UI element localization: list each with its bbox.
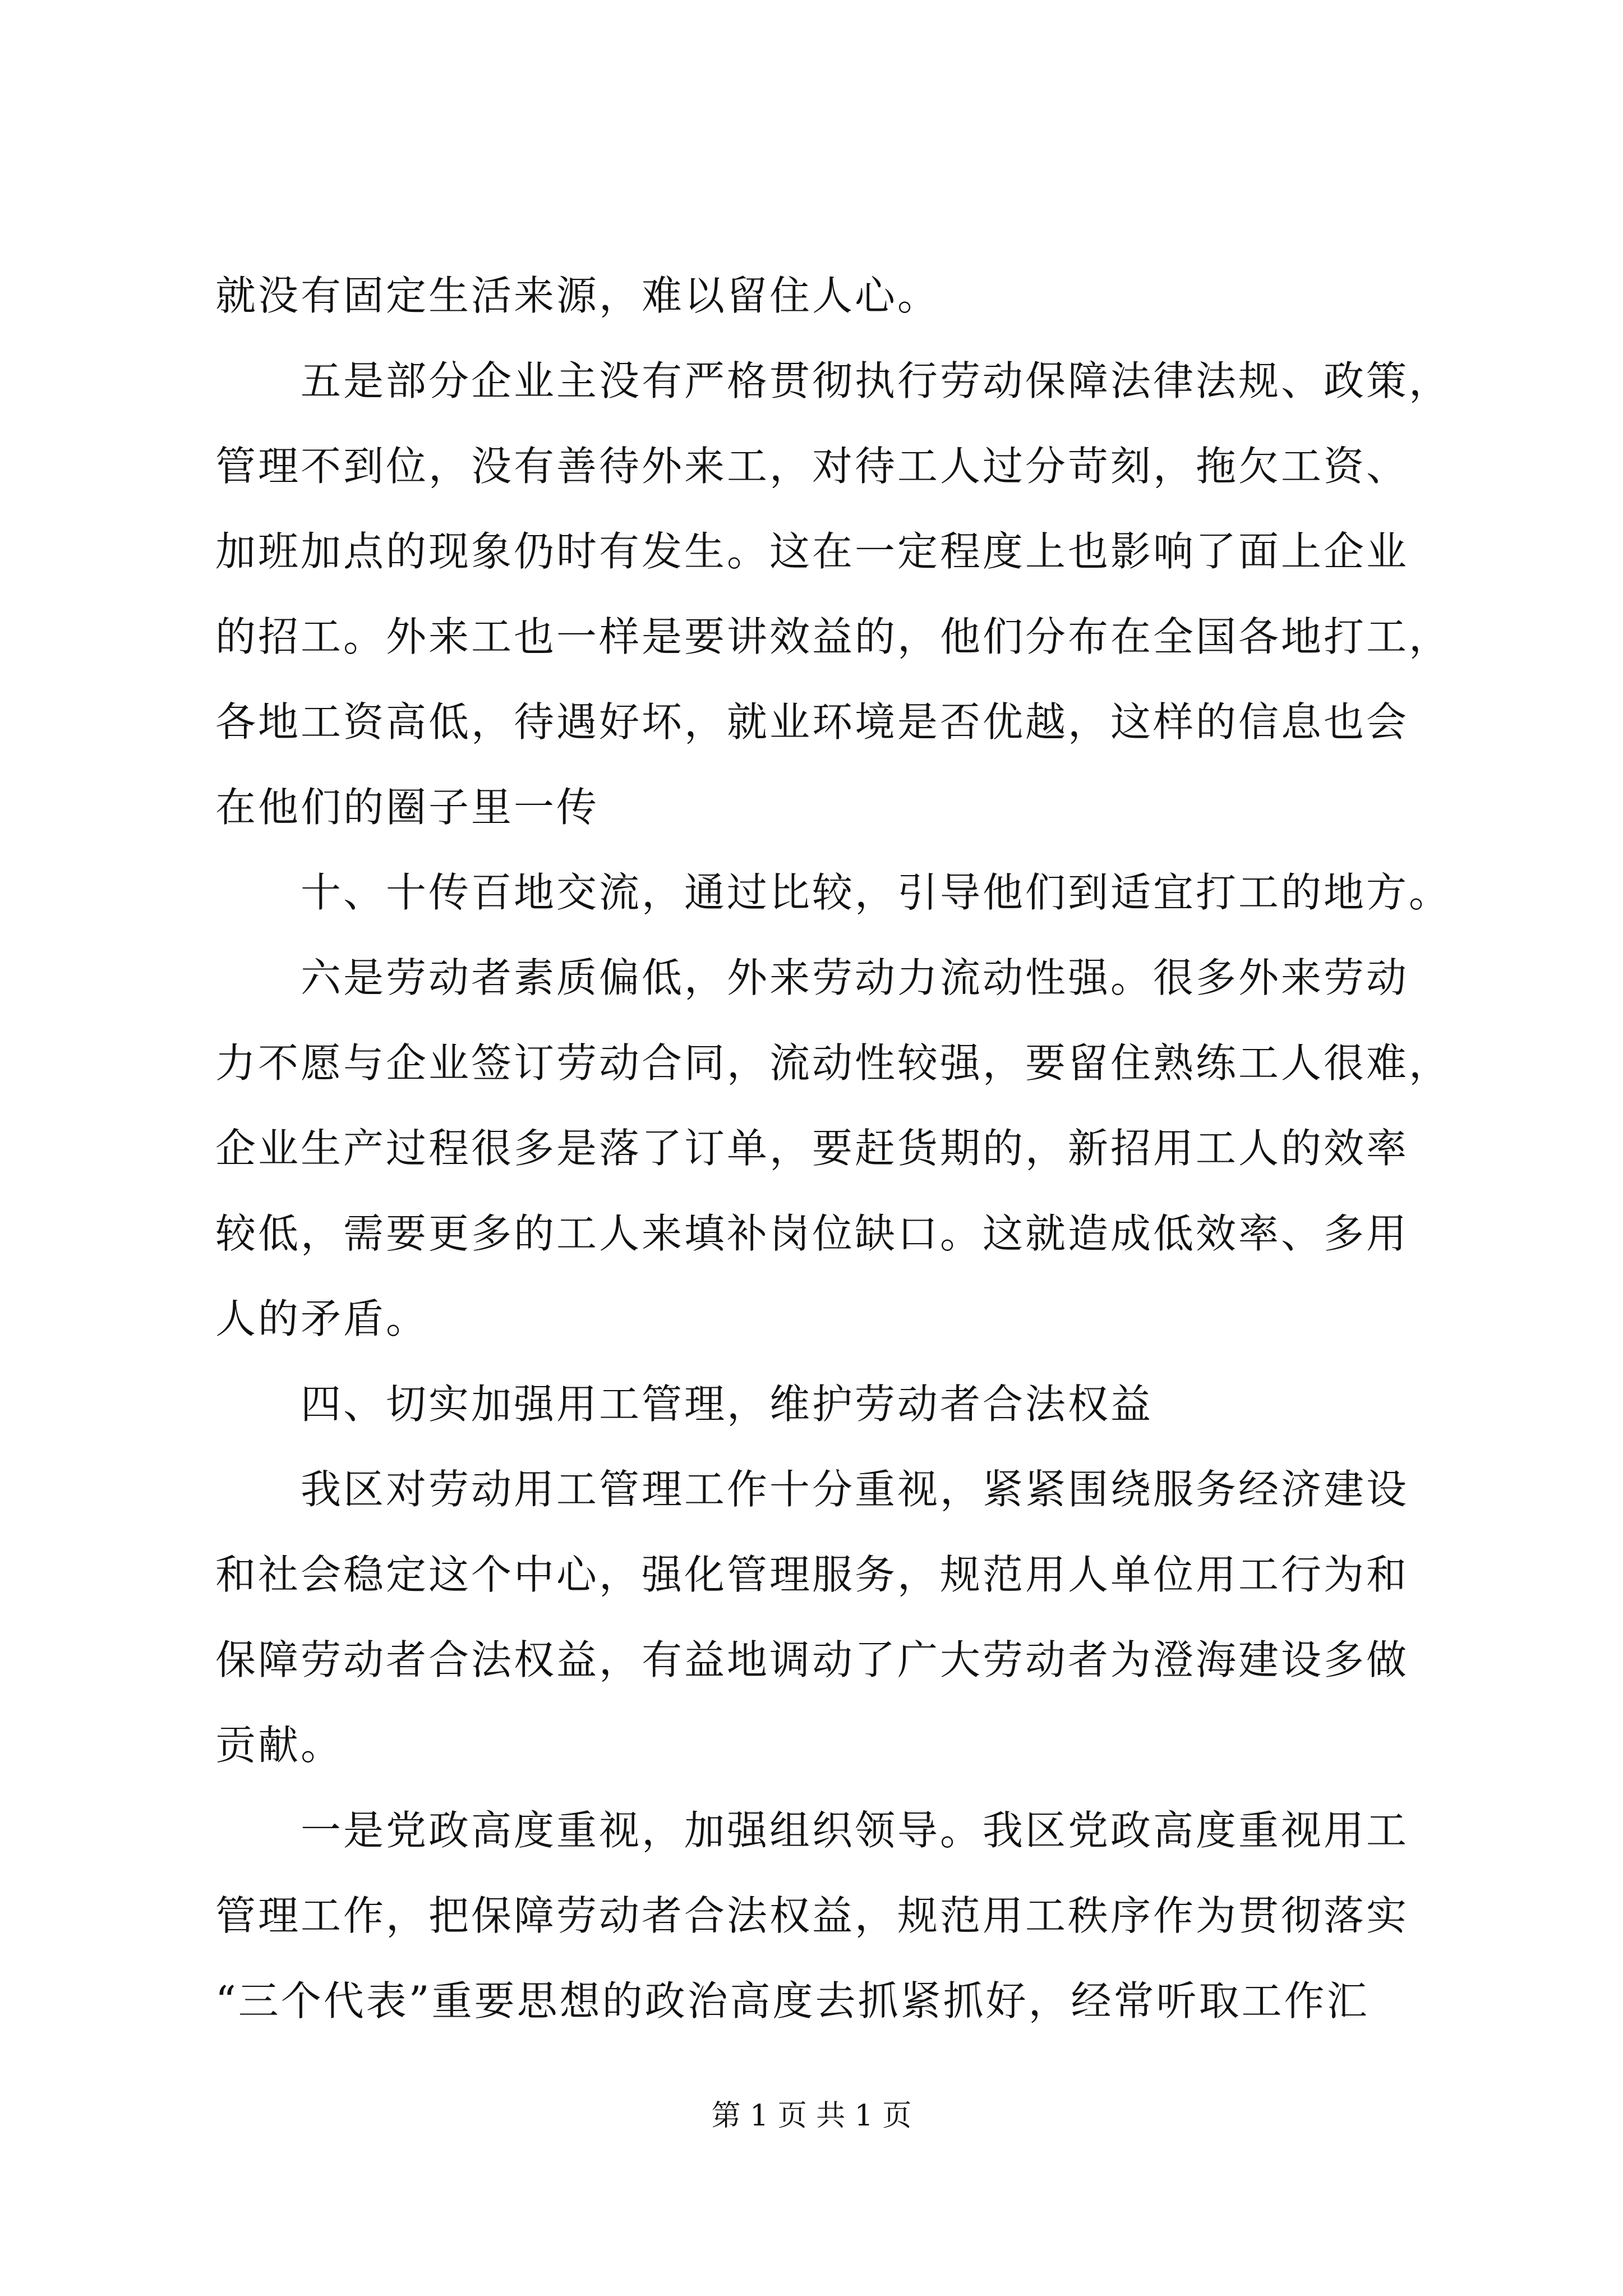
text-line-11: 企业生产过程很多是落了订单，要赶货期的，新招用工人的效率 [215,1125,1409,1172]
text-line-21: “三个代表”重要思想的政治高度去抓紧抓好，经常听取工作汇 [215,1977,1370,2024]
text-line-9: 六是劳动者素质偏低，外来劳动力流动性强。很多外来劳动 [301,954,1409,1001]
text-line-8: 十、十传百地交流，通过比较，引导他们到适宜打工的地方。 [301,869,1452,916]
text-line-18: 贡献。 [215,1722,344,1769]
text-line-3: 管理不到位，没有善待外来工，对待工人过分苛刻，拖欠工资、 [215,443,1409,490]
text-line-20: 管理工作，把保障劳动者合法权益，规范用工秩序作为贯彻落实 [215,1892,1409,1939]
text-line-1: 就没有固定生活来源，难以留住人心。 [215,272,940,319]
text-line-4: 加班加点的现象仍时有发生。这在一定程度上也影响了面上企业 [215,528,1409,575]
text-line-2: 五是部分企业主没有严格贯彻执行劳动保障法律法规、政策， [301,357,1452,404]
text-line-6: 各地工资高低，待遇好坏，就业环境是否优越，这样的信息也会 [215,698,1409,746]
text-line-16: 和社会稳定这个中心，强化管理服务，规范用人单位用工行为和 [215,1551,1409,1598]
text-line-5: 的招工。外来工也一样是要讲效益的，他们分布在全国各地打工， [215,613,1452,660]
text-line-12: 较低，需要更多的工人来填补岗位缺口。这就造成低效率、多用 [215,1210,1409,1257]
text-line-19: 一是党政高度重视，加强组织领导。我区党政高度重视用工 [301,1807,1409,1854]
text-line-7: 在他们的圈子里一传 [215,784,600,831]
section-heading: 四、切实加强用工管理，维护劳动者合法权益 [301,1381,1154,1428]
text-line-17: 保障劳动者合法权益，有益地调动了广大劳动者为澄海建设多做 [215,1636,1409,1683]
text-line-13: 人的矛盾。 [215,1295,429,1342]
text-line-15: 我区对劳动用工管理工作十分重视，紧紧围绕服务经济建设 [301,1466,1409,1513]
page-footer: 第 1 页 共 1 页 [711,2099,912,2133]
text-line-10: 力不愿与企业签订劳动合同，流动性较强，要留住熟练工人很难， [215,1039,1452,1087]
